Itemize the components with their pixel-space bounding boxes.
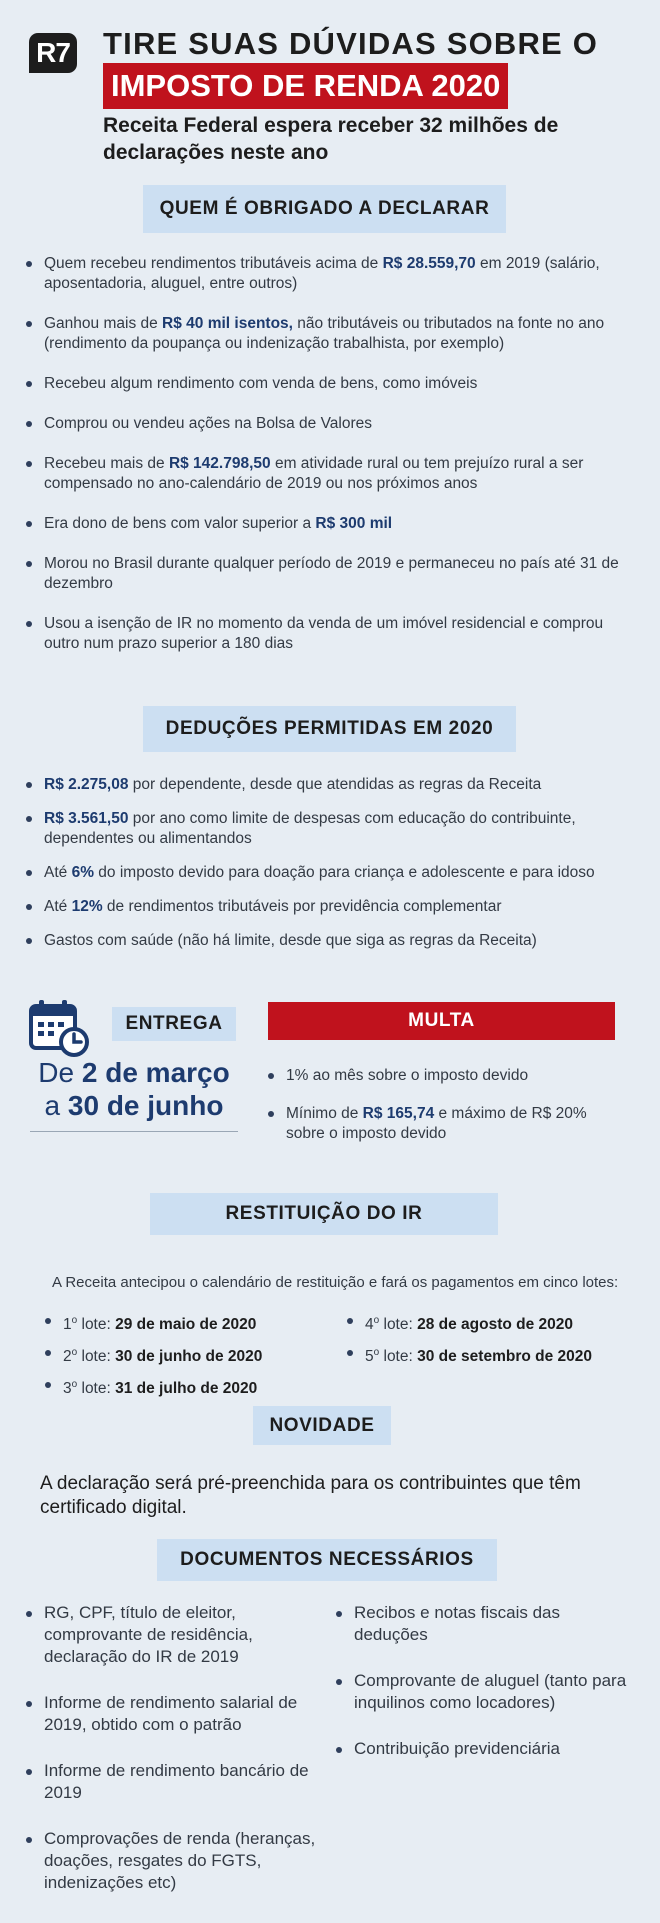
section-heading-restituicao: RESTITUIÇÃO DO IR [150,1193,498,1235]
title-line-2: IMPOSTO DE RENDA 2020 [103,63,508,109]
section-heading-entrega: ENTREGA [112,1007,236,1041]
entrega-date-start: 2 de março [81,1057,230,1088]
item-text: por ano como limite de despesas com educação do contribuinte, dependentes ou alimentandos [44,810,576,847]
lote-item [45,1343,305,1367]
item-text: 1% ao mês sobre o imposto devido [286,1067,529,1084]
document-item: Contribuição previdenciária [336,1738,636,1760]
list-item [26,897,626,917]
item-text: Recebeu algum rendimento com venda de bens, como imóveis [44,375,478,392]
document-item: Informe de rendimento bancário de 2019 [26,1760,326,1804]
highlight-value: R$ 300 mil [315,515,393,532]
obrigado-list [26,254,626,674]
item-text: por dependente, desde que atendidas as regras da Receita [128,776,542,793]
list-item [26,614,626,654]
lote-label: lote: [379,1316,418,1334]
document-item: Informe de rendimento salarial de 2019, obtido com o patrão [26,1692,326,1736]
lote-ordinal: o [373,1347,380,1359]
section-heading-novidade: NOVIDADE [253,1406,391,1445]
multa-list [268,1066,618,1162]
list-item [26,931,626,951]
documentos-list-left [26,1602,326,1918]
list-item [26,454,626,494]
document-item: Comprovante de aluguel (tanto para inquilinos como locadores) [336,1670,636,1714]
lote-ordinal: o [71,1379,78,1391]
entrega-date-end: 30 de junho [67,1090,224,1121]
highlight-value: R$ 142.798,50 [168,455,271,472]
item-text: Mínimo de [286,1105,363,1122]
lote-number: 1 [63,1316,72,1334]
highlight-value: R$ 3.561,50 [44,810,129,827]
lote-item [347,1343,627,1367]
lote-ordinal: o [71,1315,78,1326]
lote-item [45,1375,305,1399]
highlight-value: R$ 28.559,70 [382,255,476,272]
item-text: Comprou ou vendeu ações na Bolsa de Valores [44,415,373,432]
list-item [26,414,626,434]
item-text: Gastos com saúde (não há limite, desde que siga as regras da Receita) [44,932,537,949]
item-text: e máximo de R$ 20% sobre o imposto devido [286,1105,587,1142]
item-text: Era dono de bens com valor superior a [44,515,316,532]
item-text: em 2019 (salário, aposentadoria, aluguel, entre outros) [44,255,600,292]
lote-number: 5 [365,1348,374,1366]
lote-label: lote: [77,1348,116,1366]
list-item [26,374,626,394]
r7-logo: R7 [29,33,77,73]
lote-date: 29 de maio de 2020 [115,1316,257,1334]
divider [30,1131,238,1132]
lote-item [45,1311,305,1335]
document-item: Recibos e notas fiscais das deduções [336,1602,636,1646]
lote-date: 30 de setembro de 2020 [417,1348,593,1366]
novidade-text: A declaração será pré-preenchida para os contribuintes que têm certificado digital. [40,1473,581,1518]
item-text: Quem recebeu rendimentos tributáveis acima de [44,255,383,272]
list-item [26,775,626,795]
lotes-list-left [45,1311,305,1407]
document-item: Comprovações de renda (heranças, doações, resgates do FGTS, indenizações etc) [26,1828,326,1894]
entrega-date-prefix-2: a [44,1090,68,1121]
lote-ordinal: o [71,1347,78,1359]
item-text: Até [44,864,72,881]
highlight-value: R$ 165,74 [362,1105,435,1122]
list-item [26,314,626,354]
item-text: Recebeu mais de [44,455,169,472]
lote-date: 31 de julho de 2020 [115,1380,258,1398]
lotes-list-right [347,1311,627,1375]
entrega-date-range [30,1056,238,1122]
lote-item [347,1311,627,1335]
list-item [26,554,626,594]
calendar-clock-icon [28,998,90,1058]
entrega-date-prefix-1: De [38,1057,82,1088]
list-item [26,809,626,849]
item-text: Até [44,898,72,915]
list-item [26,254,626,294]
item-text: Morou no Brasil durante qualquer período de 2019 e permaneceu no país até 31 de dezembro [44,555,619,592]
subtitle: Receita Federal espera receber 32 milhões de declarações neste ano [103,114,559,164]
documentos-list-right [336,1602,636,1784]
list-item [268,1104,618,1144]
list-item [268,1066,618,1086]
deducoes-list [26,775,626,965]
item-text: do imposto devido para doação para criança e adolescente e para idoso [93,864,595,881]
highlight-value: 12% [71,898,103,915]
lote-number: 4 [365,1316,374,1334]
lote-ordinal: o [373,1315,380,1326]
highlight-value: R$ 2.275,08 [44,776,129,793]
section-heading-deducoes: DEDUÇÕES PERMITIDAS EM 2020 [143,706,516,752]
highlight-value: 6% [71,864,94,881]
list-item [26,514,626,534]
section-heading-obrigado: QUEM É OBRIGADO A DECLARAR [143,185,506,233]
lote-label: lote: [379,1348,418,1366]
restituicao-intro: A Receita antecipou o calendário de restituição e fará os pagamentos em cinco lotes: [52,1274,619,1291]
lote-label: lote: [77,1380,116,1398]
document-item: RG, CPF, título de eleitor, comprovante de residência, declaração do IR de 2019 [26,1602,326,1668]
section-heading-multa: MULTA [268,1002,615,1040]
list-item [26,863,626,883]
lote-date: 30 de junho de 2020 [115,1348,263,1366]
item-text: de rendimentos tributáveis por previdência complementar [102,898,502,915]
lote-label: lote: [77,1316,116,1334]
item-text: não tributáveis ou tributados na fonte no ano (rendimento da poupança ou indenização trabalhista, por exemplo) [44,315,605,352]
lote-date: 28 de agosto de 2020 [417,1316,574,1334]
highlight-value: R$ 40 mil isentos, [162,315,293,332]
item-text: Ganhou mais de [44,315,163,332]
lote-number: 2 [63,1348,72,1366]
item-text: em atividade rural ou tem prejuízo rural a ser compensado no ano-calendário de 2019 ou nos próximos anos [44,455,584,492]
item-text: Usou a isenção de IR no momento da venda de um imóvel residencial e comprou outro num prazo superior a 180 dias [44,615,604,652]
section-heading-documentos: DOCUMENTOS NECESSÁRIOS [157,1539,497,1581]
title-line-1: TIRE SUAS DÚVIDAS SOBRE O [103,26,599,61]
lote-number: 3 [63,1380,72,1398]
